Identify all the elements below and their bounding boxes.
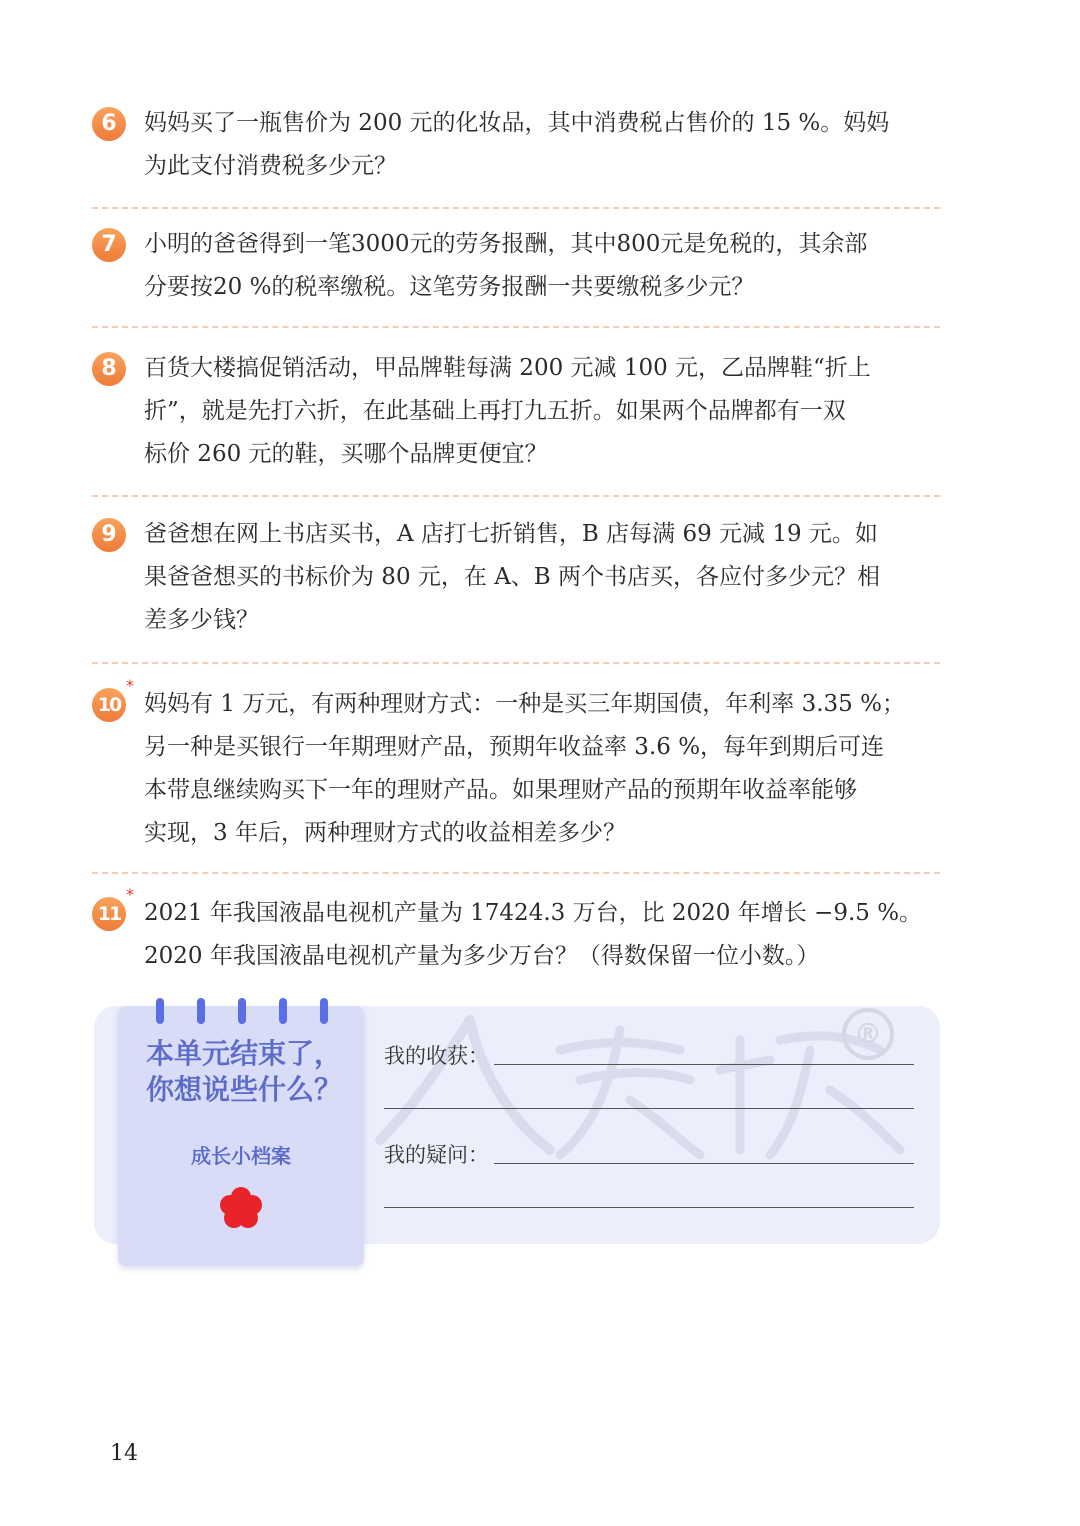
questions-writing-line[interactable]: [384, 1207, 914, 1208]
problem-text: 2021 年我国液晶电视机产量为 17424.3 万台，比 2020 年增长 −9.5 %。 2020 年我国液晶电视机产量为多少万台？（得数保留一位小数。）: [144, 900, 923, 969]
dashed-separator: [92, 207, 940, 209]
growth-archive-card: [118, 1006, 364, 1266]
problem-number-badge: 8: [92, 352, 126, 386]
flower-icon: [219, 1186, 263, 1230]
card-title: 本单元结束了， 你想说些什么？: [146, 1037, 343, 1106]
problem-number-badge: 6: [92, 107, 126, 141]
questions-label: 我的疑问：: [384, 1143, 489, 1167]
challenge-star-icon: *: [126, 885, 134, 904]
problem-text: 小明的爸爸得到一笔3000元的劳务报酬，其中800元是免税的，其余部 分要按20 %的税率缴税。这笔劳务报酬一共要缴税多少元？: [144, 231, 868, 300]
binder-ring-icon: [238, 998, 246, 1024]
problem-number-badge: 7: [92, 228, 126, 262]
problem-text: 妈妈有 1 万元，有两种理财方式：一种是买三年期国债，年利率 3.35 %； 另一种是买银行一年期理财产品，预期年收益率 3.6 %，每年到期后可连 本带息继续购买下一年的理财产品。如果理财产品的预期年收益率能够 实现，3 年后，两种理财方式的收益相差多少？: [144, 691, 905, 846]
challenge-star-icon: *: [126, 676, 134, 695]
dashed-separator: [92, 326, 940, 328]
binder-ring-icon: [320, 998, 328, 1024]
problem-text: 爸爸想在网上书店买书，A 店打七折销售，B 店每满 69 元减 19 元。如 果爸爸想买的书标价为 80 元，在 A、B 两个书店买，各应付多少元？相 差多少钱？: [144, 521, 881, 633]
publisher-watermark-icon: [360, 1010, 920, 1160]
gains-writing-line[interactable]: [384, 1108, 914, 1109]
problem-number-badge: 9: [92, 518, 126, 552]
dashed-separator: [92, 495, 940, 497]
problem-number-badge: 10: [92, 688, 126, 722]
problem-text: 妈妈买了一瓶售价为 200 元的化妆品，其中消费税占售价的 15 %。妈妈 为此支付消费税多少元？: [144, 110, 890, 179]
gains-writing-line[interactable]: [494, 1064, 914, 1065]
gains-label: 我的收获：: [384, 1044, 489, 1068]
problem-text: 百货大楼搞促销活动，甲品牌鞋每满 200 元减 100 元，乙品牌鞋“折上 折”，就是先打六折，在此基础上再打九五折。如果两个品牌都有一双 标价 260 元的鞋，买哪个品牌更便宜？: [144, 355, 871, 467]
problem-number-badge: 11: [92, 897, 126, 931]
dashed-separator: [92, 662, 940, 664]
page-number: 14: [110, 1441, 138, 1466]
questions-writing-line[interactable]: [494, 1163, 914, 1164]
registered-mark-icon: ®: [842, 1008, 894, 1060]
dashed-separator: [92, 872, 940, 874]
binder-ring-icon: [279, 998, 287, 1024]
card-subtitle: 成长小档案: [191, 1144, 291, 1168]
binder-ring-icon: [156, 998, 164, 1024]
binder-ring-icon: [197, 998, 205, 1024]
